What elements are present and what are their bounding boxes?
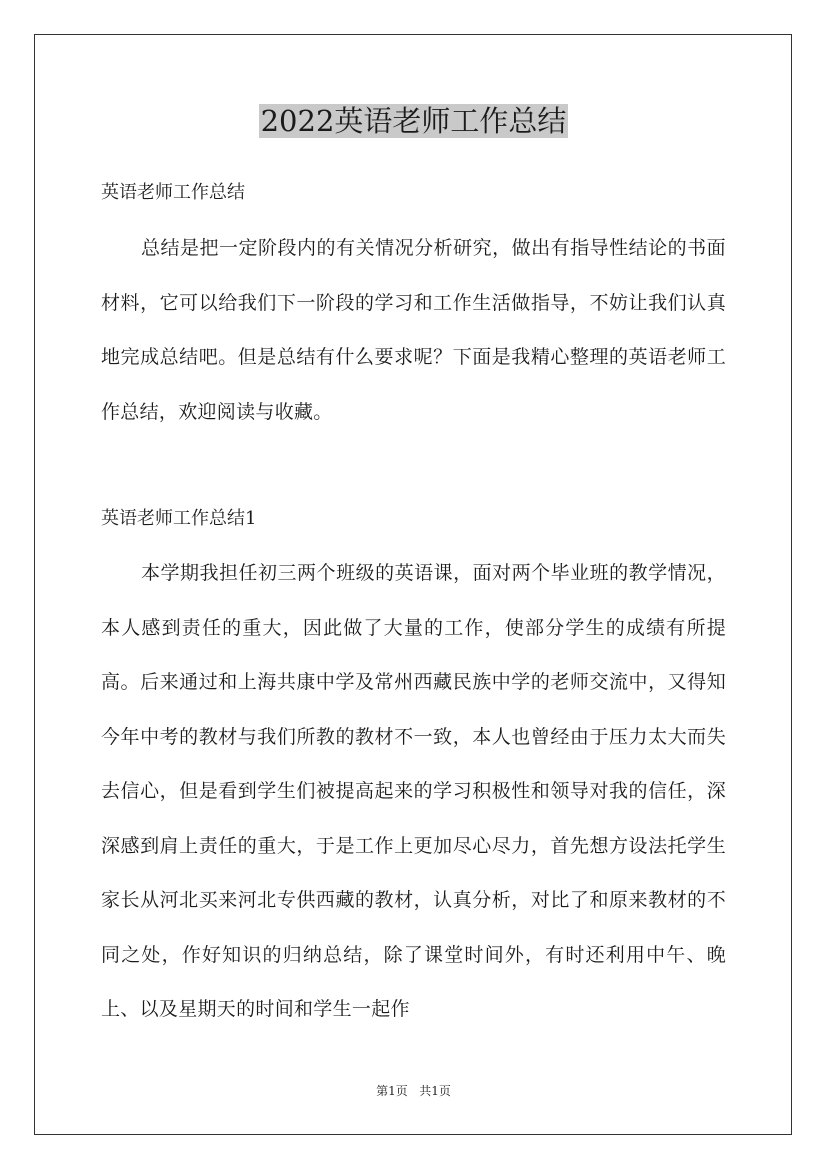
body-paragraph: 本学期我担任初三两个班级的英语课，面对两个毕业班的教学情况，本人感到责任的重大，因此做了大量的工作，使部分学生的成绩有所提高。后来通过和上海共康中学及常州西藏民族中学的老师交流中，又得知今年中考的教材与我们所教的教材不一致，本人也曾经由于压力太大而失去信心，但是看到学生们被提高起来的学习积极性和领导对我的信任，深深感到肩上责任的重大，于是工作上更加尽心尽力，首先想方设法托学生家长从河北买来河北专供西藏的教材，认真分析，对比了和原来教材的不同之处，作好知识的归纳总结，除了课堂时间外，有时还利用中午、晚上、以及星期天的时间和学生一起作	[101, 562, 726, 1020]
section-heading-1: 英语老师工作总结1	[101, 508, 257, 529]
section-heading-intro: 英语老师工作总结	[101, 182, 245, 203]
page-footer	[0, 1083, 827, 1099]
intro-paragraph: 总结是把一定阶段内的有关情况分析研究，做出有指导性结论的书面材料，它可以给我们下一阶段的学习和工作生活做指导，不妨让我们认真地完成总结吧。但是总结有什么要求呢？下面是我精心整理的英语老师工作总结，欢迎阅读与收藏。	[101, 237, 726, 423]
page-number: 第1页	[376, 1084, 408, 1098]
document-title	[0, 100, 827, 142]
document-title-text: 2022英语老师工作总结	[260, 104, 567, 138]
page-total: 共1页	[419, 1084, 451, 1098]
